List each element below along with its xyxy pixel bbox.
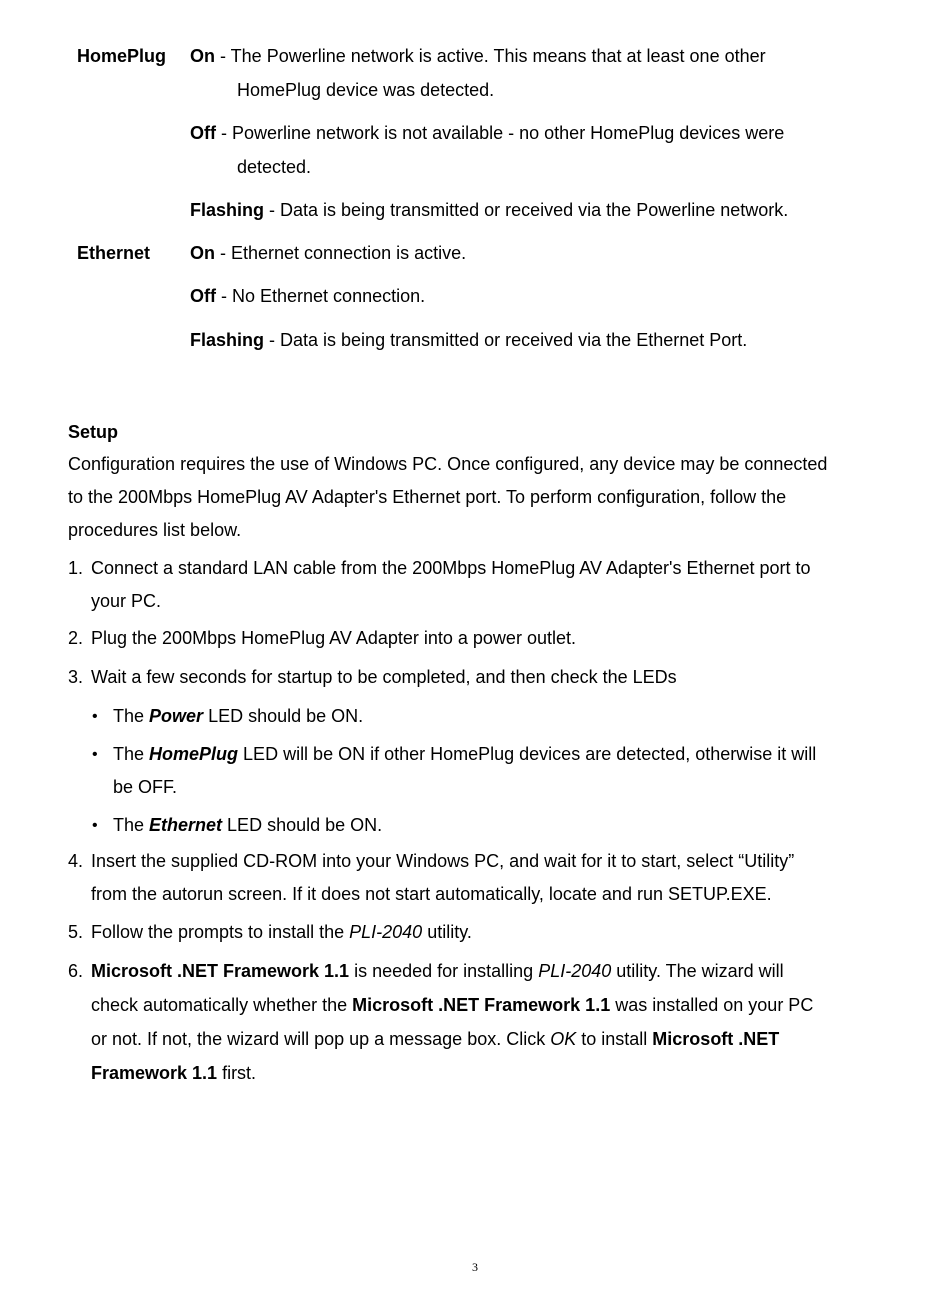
ethernet-on-line — [190, 242, 466, 264]
homeplug-flashing-text: - Data is being transmitted or received via the Powerline network. — [264, 200, 789, 220]
step-1-line-1: Connect a standard LAN cable from the 200Mbps HomePlug AV Adapter's Ethernet port to — [91, 558, 811, 578]
bullet-3-text — [113, 814, 382, 836]
homeplug-on-line-2: HomePlug device was detected. — [237, 80, 495, 100]
led-label-homeplug: HomePlug — [77, 46, 167, 66]
ethernet-off-text: - No Ethernet connection. — [216, 286, 426, 306]
step-6-line-1-bold: Microsoft .NET Framework 1.1 — [91, 961, 350, 981]
step-5-suffix: utility. — [422, 922, 472, 942]
bullet-2-text — [113, 743, 816, 765]
bullet-2-suffix: LED will be ON if other HomePlug devices are detected, otherwise it will — [238, 744, 817, 764]
step-6-line-3-bold: Microsoft .NET — [652, 1029, 780, 1049]
led-label-ethernet: Ethernet — [77, 243, 151, 263]
setup-intro-line-1: Configuration requires the use of Windows PC. Once configured, any device may be connected — [68, 454, 828, 474]
setup-intro-line-2: to the 200Mbps HomePlug AV Adapter's Ethernet port. To perform configuration, follow the — [68, 487, 787, 507]
bullet-2-marker: • — [92, 746, 98, 763]
step-2-number: 2. — [68, 628, 84, 648]
bullet-1-emphasis: Power — [149, 706, 204, 726]
homeplug-on-text: - The Powerline network is active. This means that at least one other — [215, 46, 766, 66]
step-5-emphasis: PLI-2040 — [349, 922, 423, 942]
page-number: 3 — [472, 1260, 478, 1274]
bullet-1-text — [113, 705, 363, 727]
step-3-number: 3. — [68, 667, 84, 687]
homeplug-off-line-2: detected. — [237, 157, 312, 177]
ethernet-off-term: Off — [190, 286, 216, 306]
step-6-line-1-emphasis: PLI-2040 — [538, 961, 612, 981]
ethernet-flashing-line — [190, 329, 747, 351]
step-4-line-1: Insert the supplied CD-ROM into your Windows PC, and wait for it to start, select “Utility” — [91, 851, 795, 871]
step-6-line-4 — [91, 1062, 256, 1084]
homeplug-flashing-term: Flashing — [190, 200, 265, 220]
step-1-number: 1. — [68, 558, 84, 578]
step-5-prefix: Follow the prompts to install the — [91, 922, 350, 942]
step-6-line-1 — [91, 960, 784, 982]
bullet-3-marker: • — [92, 817, 98, 834]
step-5-text — [91, 921, 472, 943]
bullet-1-prefix: The — [113, 706, 150, 726]
ethernet-off-line — [190, 285, 425, 307]
setup-intro-line-3: procedures list below. — [68, 520, 242, 540]
homeplug-off-line-1 — [190, 122, 784, 144]
bullet-3-suffix: LED should be ON. — [222, 815, 383, 835]
step-6-line-4-bold: Framework 1.1 — [91, 1063, 218, 1083]
bullet-2-emphasis: HomePlug — [149, 744, 239, 764]
step-6-number: 6. — [68, 961, 84, 981]
step-6-line-1-text-a: is needed for installing — [349, 961, 539, 981]
step-2-text: Plug the 200Mbps HomePlug AV Adapter into a power outlet. — [91, 628, 576, 648]
step-6-line-2-text-c: was installed on your PC — [610, 995, 814, 1015]
step-6-line-2-bold: Microsoft .NET Framework 1.1 — [352, 995, 611, 1015]
step-6-line-2 — [91, 994, 813, 1016]
step-6-line-3-text-a: or not. If not, the wizard will pop up a message box. Click — [91, 1029, 551, 1049]
setup-heading: Setup — [68, 422, 119, 442]
bullet-1-marker: • — [92, 708, 98, 725]
ethernet-flashing-text: - Data is being transmitted or received via the Ethernet Port. — [264, 330, 748, 350]
bullet-2-prefix: The — [113, 744, 150, 764]
step-4-number: 4. — [68, 851, 84, 871]
bullet-3-emphasis: Ethernet — [149, 815, 223, 835]
step-6-line-3 — [91, 1028, 779, 1050]
homeplug-off-text: - Powerline network is not available - no other HomePlug devices were — [216, 123, 785, 143]
step-6-line-3-text-b: to install — [576, 1029, 653, 1049]
homeplug-flashing-line — [190, 199, 788, 221]
homeplug-off-term: Off — [190, 123, 216, 143]
ethernet-on-term: On — [190, 243, 215, 263]
homeplug-on-term: On — [190, 46, 215, 66]
step-6-line-1-text-c: utility. The wizard will — [611, 961, 784, 981]
step-4-line-2: from the autorun screen. If it does not start automatically, locate and run SETUP.EXE. — [91, 884, 772, 904]
step-6-line-3-emphasis: OK — [550, 1029, 577, 1049]
bullet-3-prefix: The — [113, 815, 150, 835]
homeplug-on-line-1 — [190, 45, 766, 67]
step-6-line-2-text-a: check automatically whether the — [91, 995, 353, 1015]
step-3-text: Wait a few seconds for startup to be completed, and then check the LEDs — [91, 667, 677, 687]
step-6-line-4-text: first. — [217, 1063, 257, 1083]
ethernet-flashing-term: Flashing — [190, 330, 265, 350]
step-1-line-2: your PC. — [91, 591, 162, 611]
bullet-2-line-2: be OFF. — [113, 777, 178, 797]
step-5-number: 5. — [68, 922, 84, 942]
bullet-1-suffix: LED should be ON. — [203, 706, 364, 726]
ethernet-on-text: - Ethernet connection is active. — [215, 243, 467, 263]
